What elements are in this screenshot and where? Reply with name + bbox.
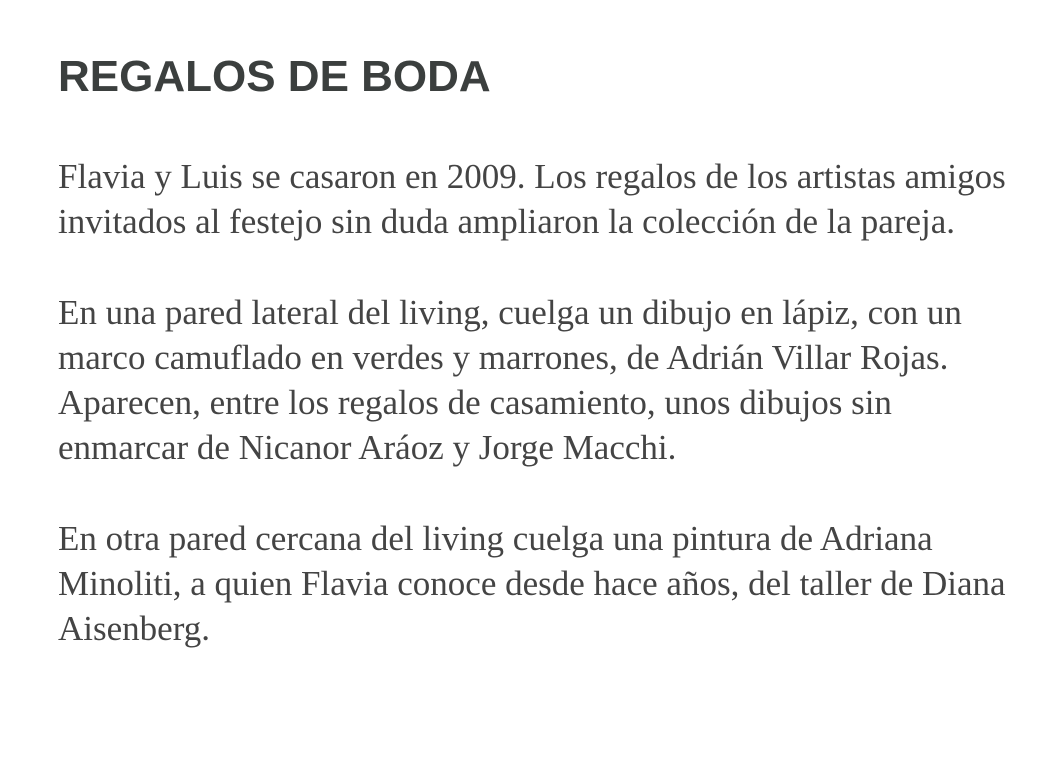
paragraph-3: En otra pared cercana del living cuelga una pintura de Adriana Minoliti, a quien Flavia conoce desde hace años, del taller de Diana Aisenberg. [58,519,1006,648]
page-title: REGALOS DE BODA [58,52,491,101]
article [58,50,1018,651]
paragraph-2: En una pared lateral del living, cuelga un dibujo en lápiz, con un marco camuflado en verdes y marrones, de Adrián Villar Rojas. Aparecen, entre los regalos de casamiento, unos dibujos sin enmarcar de Nicanor Aráoz y Jorge Macchi. [58,293,962,467]
paragraph-1: Flavia y Luis se casaron en 2009. Los regalos de los artistas amigos invitados al festejo sin duda ampliaron la colección de la pareja. [58,157,1006,241]
